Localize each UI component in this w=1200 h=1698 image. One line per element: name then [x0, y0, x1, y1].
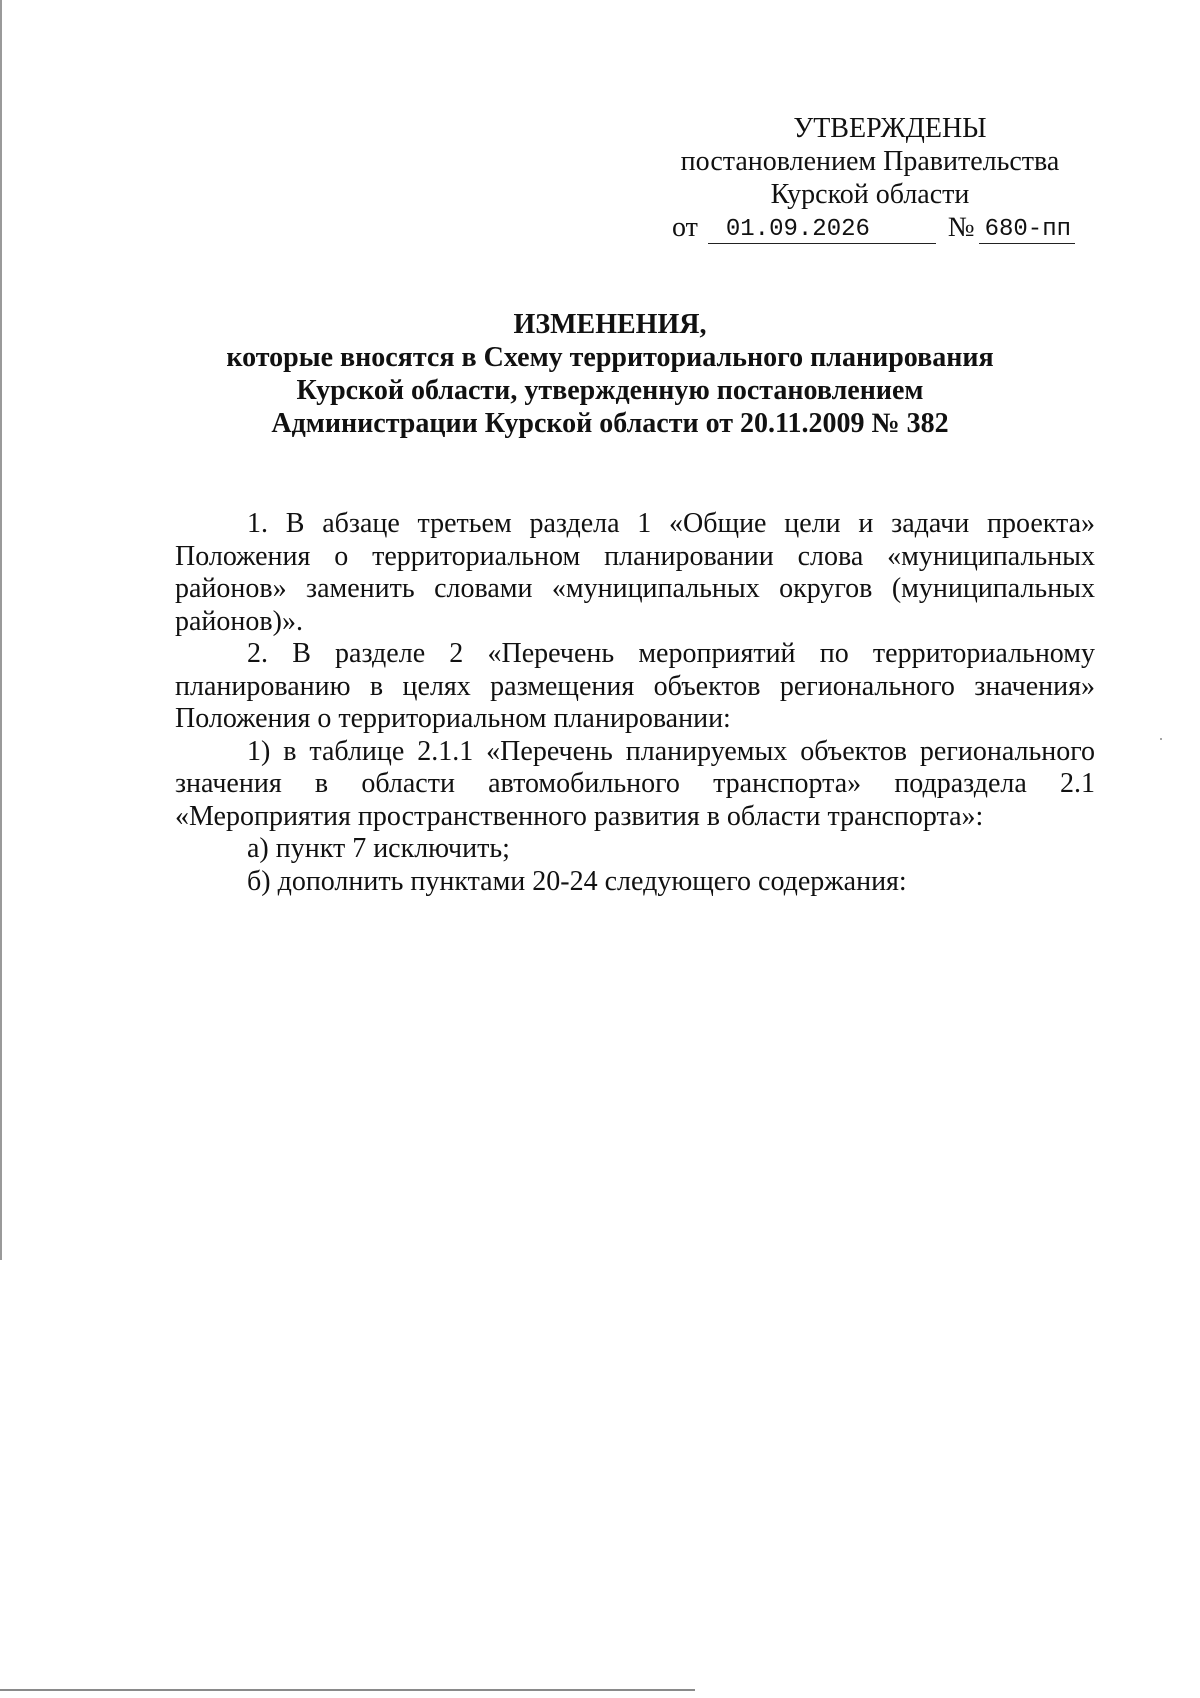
approval-region-line: Курской области: [770, 179, 970, 210]
approval-date-field: 01.09.2026: [708, 217, 936, 244]
body-paragraph-2: 2. В разделе 2 «Перечень мероприятий по территориальному планированию в целях размещения объектов регионального значения» Положения о территориальном планировании:: [175, 638, 1095, 734]
document-title: ИЗМЕНЕНИЯ,: [513, 309, 707, 340]
body-paragraph-1: 1. В абзаце третьем раздела 1 «Общие цели и задачи проекта» Положения о территориальном планировании слова «муниципальных районов» заменить словами «муниципальных округов (муниципальных районов)».: [175, 508, 1095, 637]
document-subtitle-line: Администрации Курской области от 20.11.2009 № 382: [271, 408, 949, 439]
document-subtitle-line: которые вносятся в Схему территориального планирования: [226, 342, 994, 373]
date-prefix-label: от: [672, 212, 698, 243]
body-paragraph-4: а) пункт 7 исключить;: [247, 833, 510, 864]
document-body: [175, 508, 1095, 898]
scan-edge-line-left: [0, 0, 2, 1260]
scan-speck: [1160, 738, 1162, 740]
document-title-block: [175, 308, 1045, 440]
approval-stamp-block: [660, 112, 1080, 244]
approval-heading: УТВЕРЖДЕНЫ: [793, 113, 987, 144]
approval-number-field: 680-пп: [979, 217, 1075, 244]
document-subtitle-line: Курской области, утвержденную постановлением: [296, 375, 924, 406]
number-sign-label: №: [947, 212, 975, 243]
scan-edge-line-bottom: [0, 1689, 695, 1691]
approval-date-number-row: [672, 211, 1080, 244]
body-paragraph-5: б) дополнить пунктами 20-24 следующего содержания:: [247, 865, 907, 897]
approval-issuer-line: постановлением Правительства: [680, 146, 1060, 177]
body-paragraph-3: 1) в таблице 2.1.1 «Перечень планируемых объектов регионального значения в области автомобильного транспорта» подраздела 2.1 «Мероприятия пространственного развития в области транспорта»:: [175, 735, 1095, 832]
